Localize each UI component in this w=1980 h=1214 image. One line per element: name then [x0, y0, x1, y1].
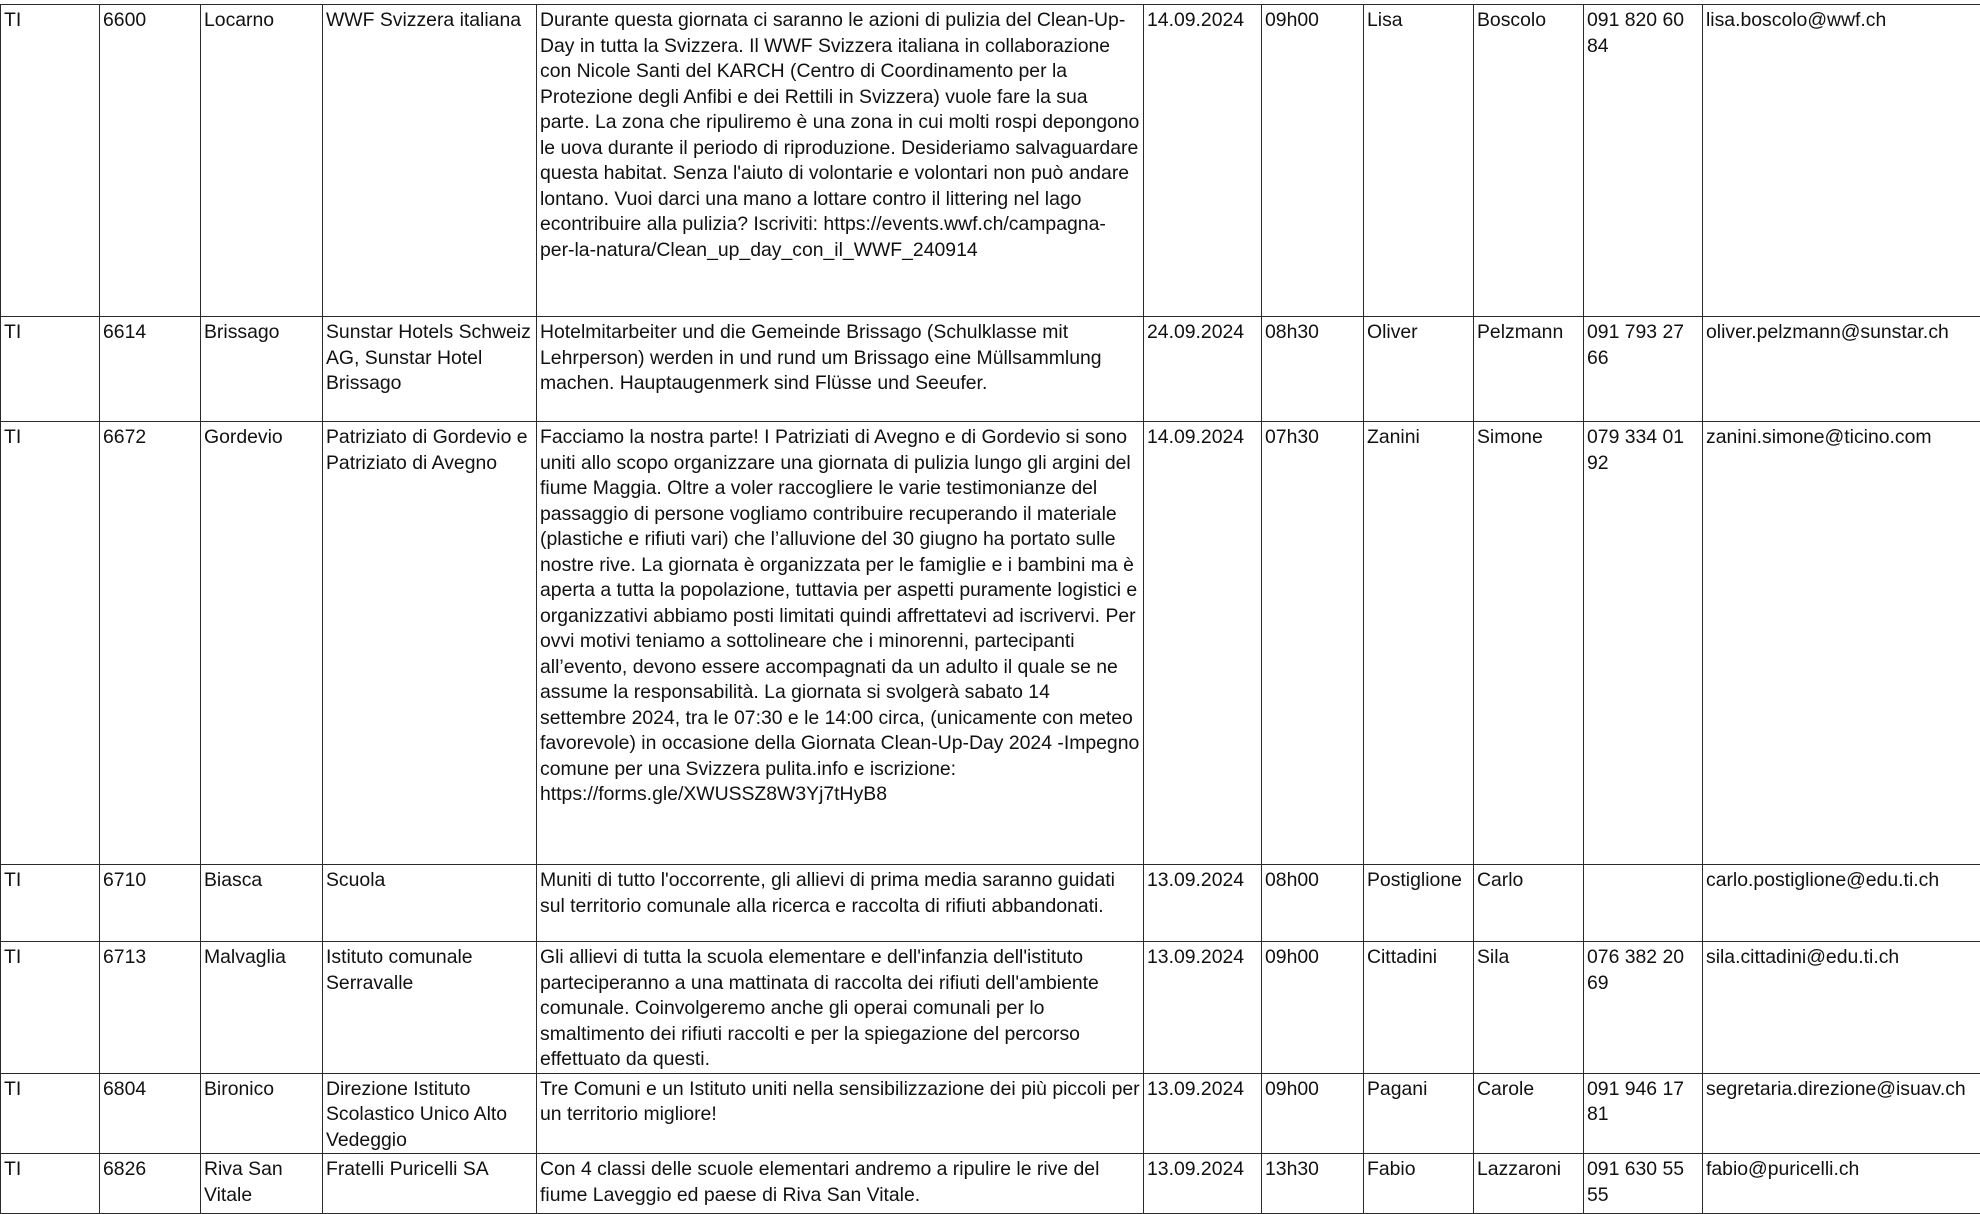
canton-cell: TI — [1, 1073, 100, 1154]
organization-cell: Patriziato di Gordevio e Patriziato di Avegno — [323, 422, 537, 865]
organization-cell: Istituto comunale Serravalle — [323, 942, 537, 1074]
first-name-cell: Cittadini — [1364, 942, 1474, 1074]
organization-cell: Sunstar Hotels Schweiz AG, Sunstar Hotel Brissago — [323, 317, 537, 422]
date-cell: 24.09.2024 — [1144, 317, 1262, 422]
email-cell: lisa.boscolo@wwf.ch — [1703, 5, 1980, 317]
email-cell: carlo.postiglione@edu.ti.ch — [1703, 865, 1980, 942]
time-cell: 09h00 — [1262, 942, 1364, 1074]
table-row — [1, 317, 1980, 422]
first-name-cell: Postiglione — [1364, 865, 1474, 942]
postal-code-cell: 6710 — [100, 865, 201, 942]
table-row — [1, 5, 1980, 317]
canton-cell: TI — [1, 865, 100, 942]
email-cell: fabio@puricelli.ch — [1703, 1154, 1980, 1214]
description-cell: Facciamo la nostra parte! I Patriziati di Avegno e di Gordevio si sono uniti allo scopo organizzare una giornata di pulizia lungo gli argini del fiume Maggia. Oltre a voler raccogliere le varie testimonianze del passaggio di persone vogliamo contribuire recuperando il materiale (plastiche e rifiuti vari) che l’alluvione del 30 giugno ha portato sulle nostre rive. La giornata è organizzata per le famiglie e i bambini ma è aperta a tutta la popolazione, tuttavia per aspetti puramente logistici e organizzativi abbiamo posti limitati quindi affrettatevi ad iscrivervi. Per ovvi motivi teniamo a sottolineare che i minorenni, partecipanti all’evento, devono essere accompagnati da un adulto il quale se ne assume la responsabilità. La giornata si svolgerà sabato 14 settembre 2024, tra le 07:30 e le 14:00 circa, (unicamente con meteo favorevole) in occasione della Giornata Clean-Up-Day 2024 -Impegno comune per una Svizzera pulita.info e iscrizione: https://forms.gle/XWUSSZ8W3Yj7tHyB8 — [537, 422, 1144, 865]
postal-code-cell: 6804 — [100, 1073, 201, 1154]
phone-cell: 079 334 01 92 — [1584, 422, 1703, 865]
canton-cell: TI — [1, 1154, 100, 1214]
postal-code-cell: 6826 — [100, 1154, 201, 1214]
canton-cell: TI — [1, 942, 100, 1074]
last-name-cell: Sila — [1474, 942, 1584, 1074]
phone-cell: 091 820 60 84 — [1584, 5, 1703, 317]
description-cell: Tre Comuni e un Istituto uniti nella sensibilizzazione dei più piccoli per un territorio migliore! — [537, 1073, 1144, 1154]
first-name-cell: Oliver — [1364, 317, 1474, 422]
table-row — [1, 422, 1980, 865]
canton-cell: TI — [1, 422, 100, 865]
postal-code-cell: 6614 — [100, 317, 201, 422]
first-name-cell: Lisa — [1364, 5, 1474, 317]
email-cell: segretaria.direzione@isuav.ch — [1703, 1073, 1980, 1154]
last-name-cell: Pelzmann — [1474, 317, 1584, 422]
email-cell: sila.cittadini@edu.ti.ch — [1703, 942, 1980, 1074]
organization-cell: Scuola — [323, 865, 537, 942]
first-name-cell: Pagani — [1364, 1073, 1474, 1154]
locality-cell: Malvaglia — [201, 942, 323, 1074]
email-cell: oliver.pelzmann@sunstar.ch — [1703, 317, 1980, 422]
first-name-cell: Fabio — [1364, 1154, 1474, 1214]
locality-cell: Brissago — [201, 317, 323, 422]
locality-cell: Locarno — [201, 5, 323, 317]
phone-cell — [1584, 865, 1703, 942]
last-name-cell: Carole — [1474, 1073, 1584, 1154]
phone-cell: 091 630 55 55 — [1584, 1154, 1703, 1214]
locality-cell: Riva San Vitale — [201, 1154, 323, 1214]
description-cell: Hotelmitarbeiter und die Gemeinde Brissago (Schulklasse mit Lehrperson) werden in und rund um Brissago eine Müllsammlung machen. Hauptaugenmerk sind Flüsse und Seeufer. — [537, 317, 1144, 422]
organization-cell: Direzione Istituto Scolastico Unico Alto Vedeggio — [323, 1073, 537, 1154]
organization-cell: Fratelli Puricelli SA — [323, 1154, 537, 1214]
last-name-cell: Lazzaroni — [1474, 1154, 1584, 1214]
last-name-cell: Boscolo — [1474, 5, 1584, 317]
postal-code-cell: 6713 — [100, 942, 201, 1074]
description-cell: Durante questa giornata ci saranno le azioni di pulizia del Clean-Up-Day in tutta la Svizzera. Il WWF Svizzera italiana in collaborazione con Nicole Santi del KARCH (Centro di Coordinamento per la Protezione degli Anfibi e dei Rettili in Svizzera) vuole fare la sua parte. La zona che ripuliremo è una zona in cui molti rospi depongono le uova durante il periodo di riproduzione. Desideriamo salvaguardare questa habitat. Senza l'aiuto di volontarie e volontari non può andare lontano. Vuoi darci una mano a lottare contro il littering nel lago econtribuire alla pulizia? Iscriviti: https://events.wwf.ch/campagna-per-la-natura/Clean_up_day_con_il_WWF_240914 — [537, 5, 1144, 317]
time-cell: 08h00 — [1262, 865, 1364, 942]
locality-cell: Gordevio — [201, 422, 323, 865]
phone-cell: 076 382 20 69 — [1584, 942, 1703, 1074]
phone-cell: 091 946 17 81 — [1584, 1073, 1703, 1154]
time-cell: 08h30 — [1262, 317, 1364, 422]
time-cell: 07h30 — [1262, 422, 1364, 865]
table-row — [1, 942, 1980, 1074]
email-cell: zanini.simone@ticino.com — [1703, 422, 1980, 865]
table-row — [1, 1073, 1980, 1154]
postal-code-cell: 6672 — [100, 422, 201, 865]
table-row — [1, 865, 1980, 942]
locality-cell: Biasca — [201, 865, 323, 942]
date-cell: 14.09.2024 — [1144, 422, 1262, 865]
date-cell: 13.09.2024 — [1144, 1073, 1262, 1154]
first-name-cell: Zanini — [1364, 422, 1474, 865]
postal-code-cell: 6600 — [100, 5, 201, 317]
description-cell: Gli allievi di tutta la scuola elementare e dell'infanzia dell'istituto parteciperanno a una mattinata di raccolta dei rifiuti dell'ambiente comunale. Coinvolgeremo anche gli operai comunali per lo smaltimento dei rifiuti raccolti e per la spiegazione del percorso effettuato da questi. — [537, 942, 1144, 1074]
description-cell: Muniti di tutto l'occorrente, gli allievi di prima media saranno guidati sul territorio comunale alla ricerca e raccolta di rifiuti abbandonati. — [537, 865, 1144, 942]
date-cell: 14.09.2024 — [1144, 5, 1262, 317]
organization-cell: WWF Svizzera italiana — [323, 5, 537, 317]
events-table — [0, 4, 1980, 1214]
phone-cell: 091 793 27 66 — [1584, 317, 1703, 422]
date-cell: 13.09.2024 — [1144, 865, 1262, 942]
description-cell: Con 4 classi delle scuole elementari andremo a ripulire le rive del fiume Laveggio ed paese di Riva San Vitale. — [537, 1154, 1144, 1214]
date-cell: 13.09.2024 — [1144, 942, 1262, 1074]
last-name-cell: Simone — [1474, 422, 1584, 865]
time-cell: 13h30 — [1262, 1154, 1364, 1214]
canton-cell: TI — [1, 317, 100, 422]
last-name-cell: Carlo — [1474, 865, 1584, 942]
time-cell: 09h00 — [1262, 5, 1364, 317]
time-cell: 09h00 — [1262, 1073, 1364, 1154]
locality-cell: Bironico — [201, 1073, 323, 1154]
date-cell: 13.09.2024 — [1144, 1154, 1262, 1214]
canton-cell: TI — [1, 5, 100, 317]
